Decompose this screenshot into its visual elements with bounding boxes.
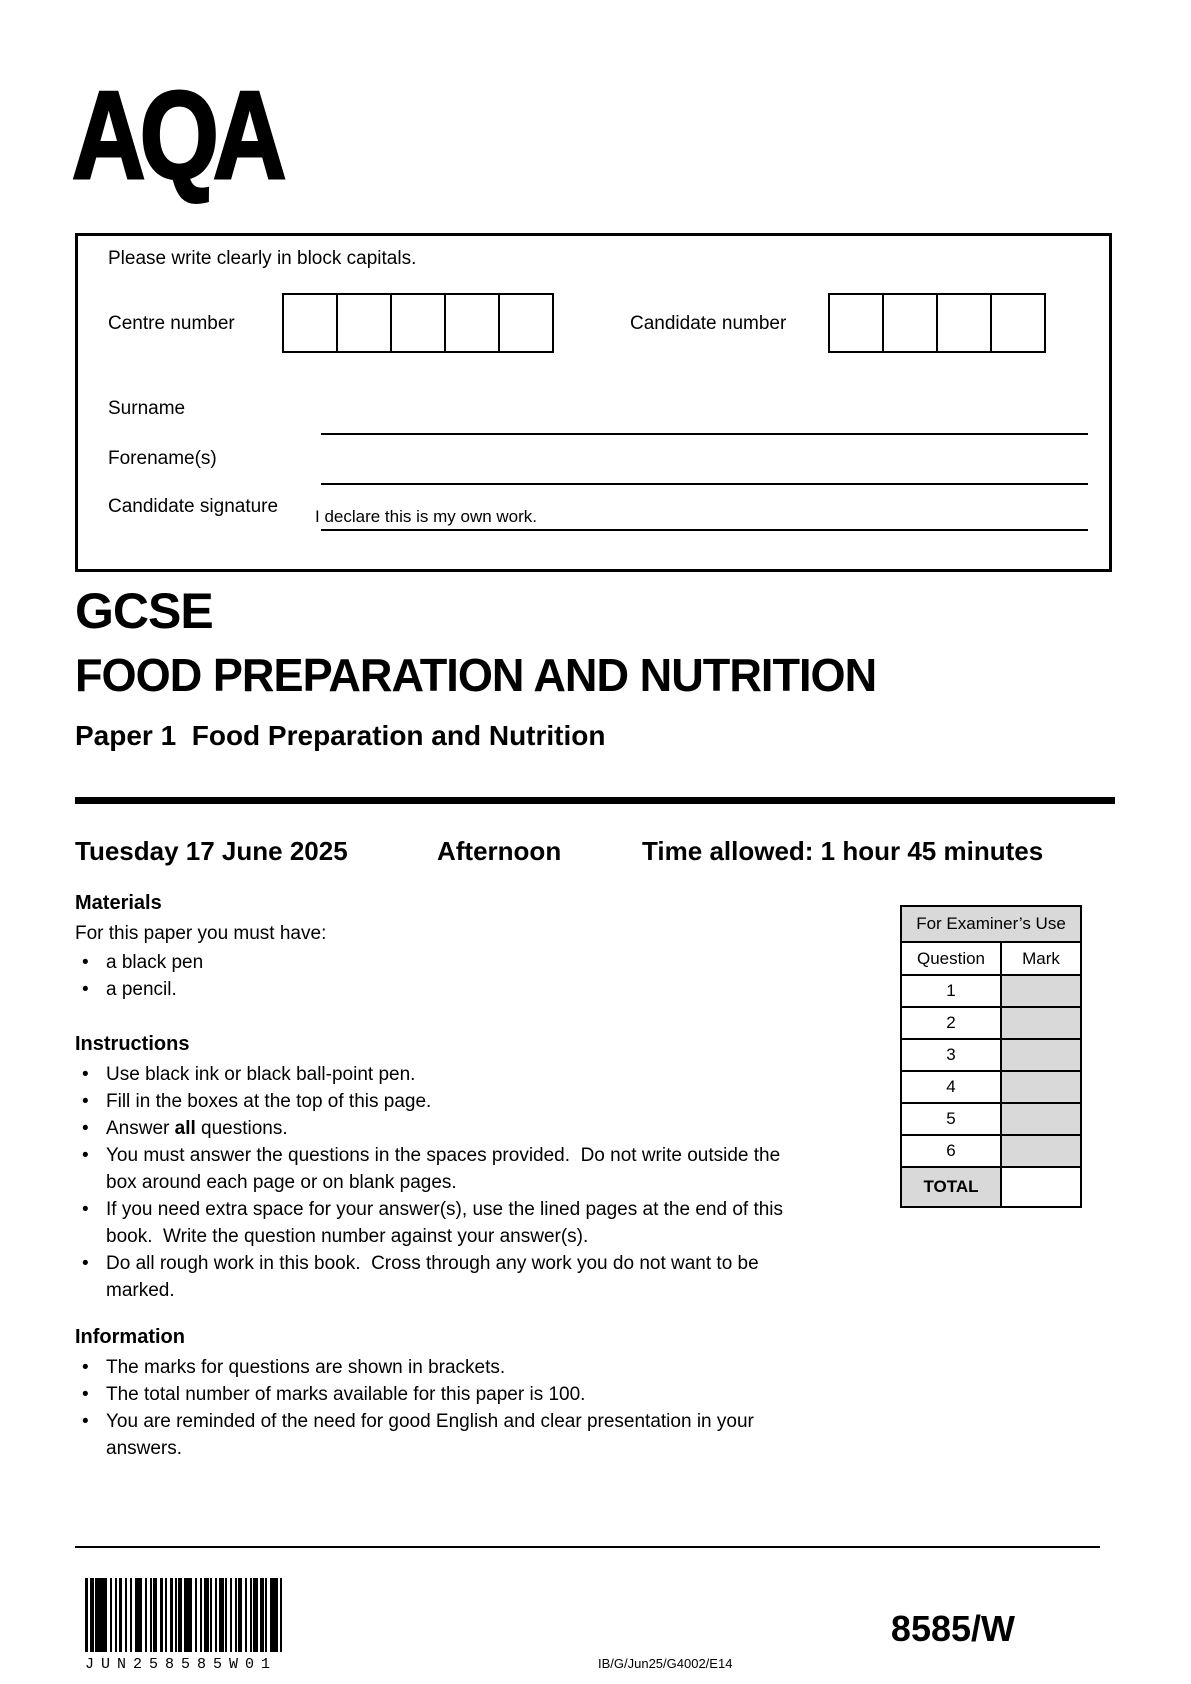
examiner-use-table: [900, 905, 1082, 1208]
instruction-item: [75, 1061, 787, 1088]
mark-cell: [1001, 1135, 1081, 1167]
barcode: [85, 1578, 283, 1652]
candidate-number-box[interactable]: [882, 293, 938, 353]
mark-cell: [1001, 1071, 1081, 1103]
instruction-text-bold: all: [174, 1118, 196, 1139]
materials-heading: Materials: [75, 892, 162, 914]
qualification-title: GCSE: [75, 583, 213, 639]
instructions-heading: Instructions: [75, 1033, 190, 1055]
instruction-item-text: You must answer the questions in the spaces provided. Do not write outside the box around each page or on blank pages.: [106, 1145, 786, 1193]
instruction-item-text: Do all rough work in this book. Cross through any work you do not want to be marked.: [106, 1253, 764, 1301]
examiner-table-title: For Examiner’s Use: [901, 906, 1081, 942]
materials-intro: For this paper you must have:: [75, 923, 327, 944]
materials-item-text: a black pen: [106, 952, 204, 973]
instruction-item: [75, 1088, 787, 1115]
question-column-header: Question: [901, 942, 1001, 975]
mark-cell: [1001, 1039, 1081, 1071]
information-heading: Information: [75, 1326, 185, 1348]
information-item-text: The total number of marks available for this paper is 100.: [106, 1384, 586, 1405]
bullet-icon: •: [82, 1091, 89, 1112]
time-allowed: Time allowed: 1 hour 45 minutes: [642, 836, 1044, 866]
total-mark-cell: [1001, 1167, 1081, 1207]
bullet-icon: •: [82, 1145, 89, 1166]
centre-number-label: Centre number: [108, 313, 235, 334]
question-number-cell: 2: [901, 1007, 1001, 1039]
bullet-icon: •: [82, 1064, 89, 1085]
question-number-cell: 1: [901, 975, 1001, 1007]
centre-number-box[interactable]: [336, 293, 392, 353]
centre-number-box[interactable]: [390, 293, 446, 353]
title-divider-rule: [75, 797, 1115, 804]
bullet-icon: •: [82, 1253, 89, 1274]
candidate-number-box[interactable]: [990, 293, 1046, 353]
forenames-label: Forename(s): [108, 448, 217, 469]
instruction-item-text: Use black ink or black ball-point pen.: [106, 1064, 416, 1085]
materials-item: [75, 949, 787, 976]
question-number-cell: 6: [901, 1135, 1001, 1167]
candidate-details-box: [75, 233, 1112, 572]
mark-cell: [1001, 1103, 1081, 1135]
section-spacer: [75, 1304, 787, 1324]
materials-item-text: a pencil.: [106, 979, 177, 1000]
bullet-icon: •: [82, 1357, 89, 1378]
front-cover-text: [75, 890, 787, 1462]
footer-rule: [75, 1546, 1100, 1548]
mark-cell: [1001, 975, 1081, 1007]
instruction-item: [75, 1250, 787, 1304]
centre-number-box[interactable]: [444, 293, 500, 353]
exam-date: Tuesday 17 June 2025: [75, 836, 348, 866]
paper-title: Paper 1 Food Preparation and Nutrition: [75, 720, 606, 751]
bullet-icon: •: [82, 952, 89, 973]
centre-number-box[interactable]: [498, 293, 554, 353]
bullet-icon: •: [82, 1199, 89, 1220]
instruction-item-text: If you need extra space for your answer(s), use the lined pages at the end of this book. Write the question number against your answer(s).: [106, 1199, 789, 1247]
surname-label: Surname: [108, 398, 186, 419]
candidate-number-box[interactable]: [828, 293, 884, 353]
question-number-cell: 5: [901, 1103, 1001, 1135]
signature-input-line[interactable]: [321, 529, 1088, 531]
bullet-icon: •: [82, 1118, 89, 1139]
instruction-text-pre: Answer: [106, 1118, 175, 1139]
forenames-input-line[interactable]: [321, 483, 1088, 485]
exam-session: Afternoon: [437, 836, 562, 866]
reference-code: IB/G/Jun25/G4002/E14: [598, 1656, 733, 1671]
information-item-text: You are reminded of the need for good English and clear presentation in your answers.: [106, 1411, 760, 1459]
candidate-signature-label: Candidate signature: [108, 496, 279, 517]
centre-number-boxes: [282, 293, 554, 353]
materials-item: [75, 976, 787, 1003]
mark-cell: [1001, 1007, 1081, 1039]
section-spacer: [75, 1003, 787, 1031]
instruction-text-post: questions.: [195, 1118, 288, 1139]
declaration-note: I declare this is my own work.: [315, 507, 538, 526]
instruction-item-text: [106, 1115, 787, 1142]
instruction-item-text: Fill in the boxes at the top of this page.: [106, 1091, 432, 1112]
centre-number-box[interactable]: [282, 293, 338, 353]
question-number-cell: 3: [901, 1039, 1001, 1071]
bullet-icon: •: [82, 979, 89, 1000]
block-capitals-note: Please write clearly in block capitals.: [108, 248, 417, 269]
surname-input-line[interactable]: [321, 433, 1088, 435]
information-item: [75, 1408, 787, 1462]
candidate-number-boxes: [828, 293, 1046, 353]
barcode-text: JUN258585W01: [85, 1656, 278, 1673]
information-item: [75, 1381, 787, 1408]
instruction-item: [75, 1115, 787, 1142]
question-number-cell: 4: [901, 1071, 1001, 1103]
candidate-number-box[interactable]: [936, 293, 992, 353]
aqa-logo: AQA: [72, 67, 281, 205]
paper-code: 8585/W: [890, 1608, 1015, 1649]
instruction-item: [75, 1142, 787, 1196]
information-item-text: The marks for questions are shown in brackets.: [106, 1357, 506, 1378]
instruction-item: [75, 1196, 787, 1250]
subject-title: FOOD PREPARATION AND NUTRITION: [75, 649, 877, 701]
bullet-icon: •: [82, 1384, 89, 1405]
candidate-number-label: Candidate number: [630, 313, 787, 334]
total-label-cell: TOTAL: [901, 1167, 1001, 1207]
mark-column-header: Mark: [1001, 942, 1081, 975]
bullet-icon: •: [82, 1411, 89, 1432]
information-item: [75, 1354, 787, 1381]
